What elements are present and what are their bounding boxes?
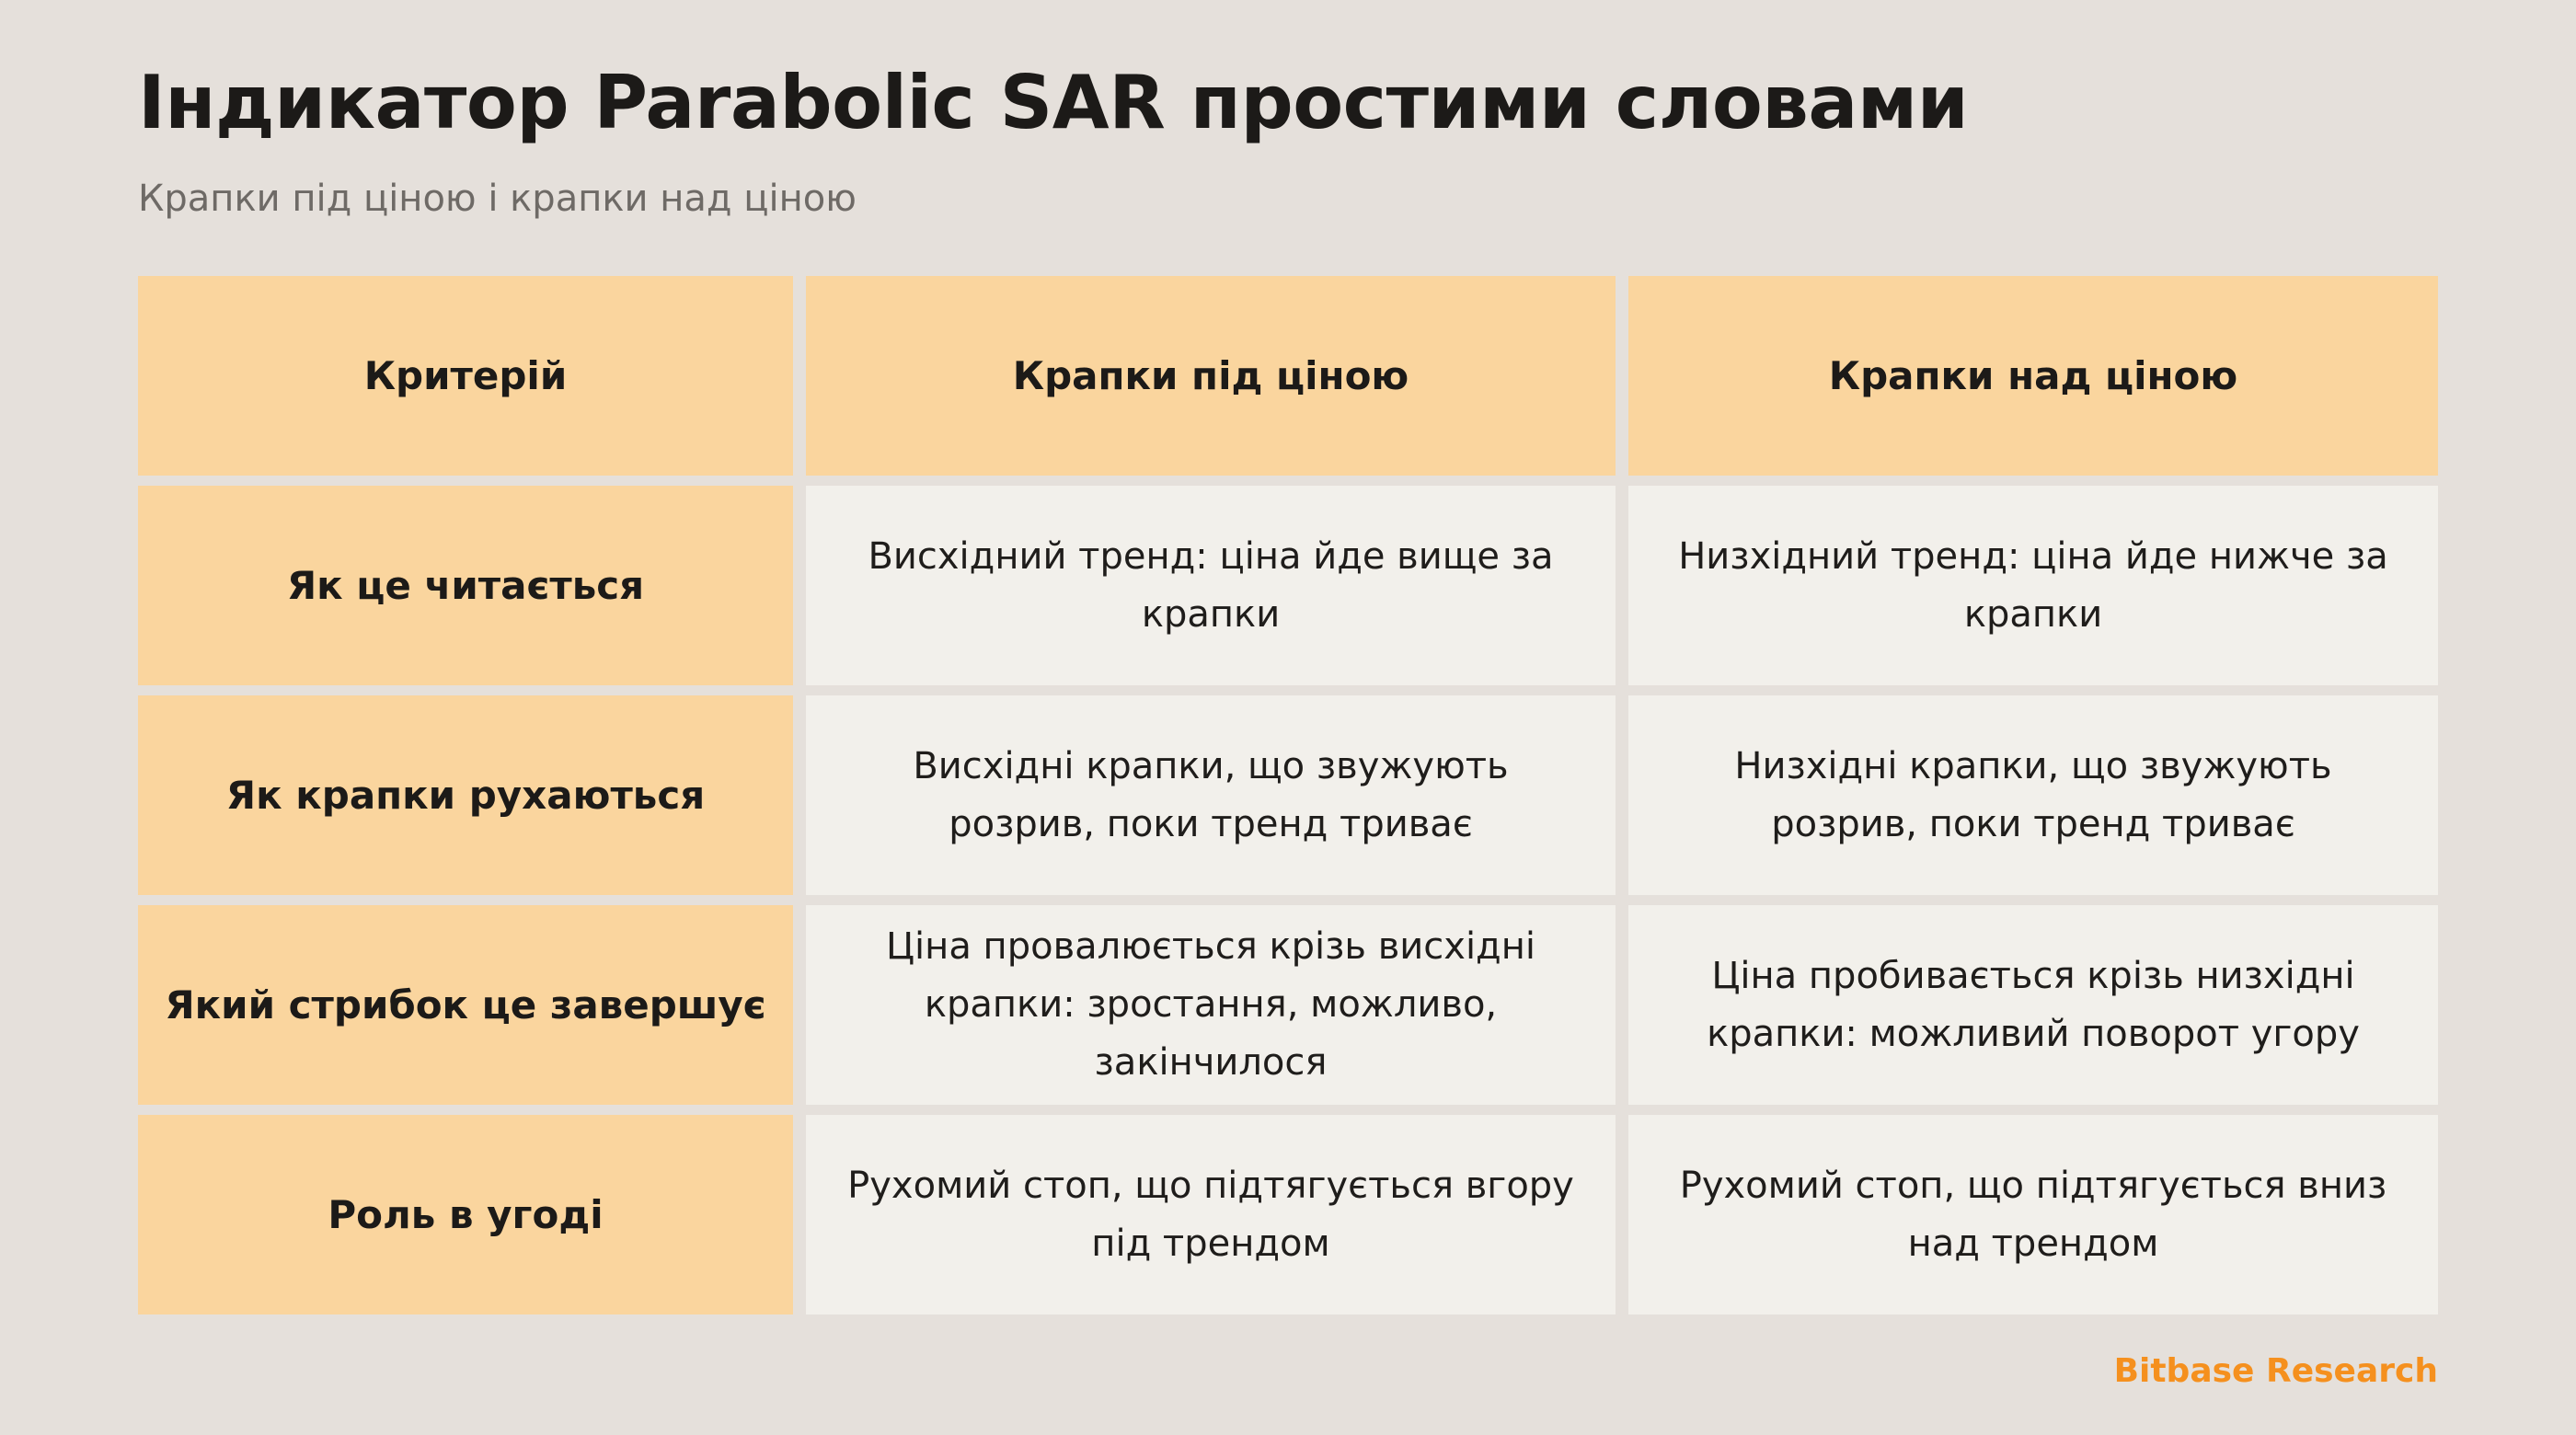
row-dots-below: Ціна провалюється крізь висхідні крапки: зростання, можливо, закінчилося — [806, 905, 1616, 1105]
brand-label: Bitbase Research — [2113, 1352, 2438, 1390]
row-dots-below: Висхідний тренд: ціна йде вище за крапки — [806, 486, 1616, 685]
page-subtitle: Крапки під ціною і крапки над ціною — [138, 178, 857, 220]
header-dots-below: Крапки під ціною — [806, 276, 1616, 476]
row-dots-above: Низхідний тренд: ціна йде нижче за крапки — [1628, 486, 2438, 685]
row-criterion: Як це читається — [138, 486, 793, 685]
row-criterion: Роль в угоді — [138, 1115, 793, 1314]
page-title: Індикатор Parabolic SAR простими словами — [138, 60, 1969, 145]
header-criterion: Критерій — [138, 276, 793, 476]
row-dots-above: Низхідні крапки, що звужують розрив, поки тренд триває — [1628, 695, 2438, 895]
comparison-table — [138, 276, 2438, 1317]
row-dots-below: Висхідні крапки, що звужують розрив, поки тренд триває — [806, 695, 1616, 895]
row-criterion: Як крапки рухаються — [138, 695, 793, 895]
header-dots-above: Крапки над ціною — [1628, 276, 2438, 476]
row-dots-above: Рухомий стоп, що підтягується вниз над трендом — [1628, 1115, 2438, 1314]
row-dots-above: Ціна пробивається крізь низхідні крапки: можливий поворот угору — [1628, 905, 2438, 1105]
row-dots-below: Рухомий стоп, що підтягується вгору під трендом — [806, 1115, 1616, 1314]
row-criterion: Який стрибок це завершує — [138, 905, 793, 1105]
